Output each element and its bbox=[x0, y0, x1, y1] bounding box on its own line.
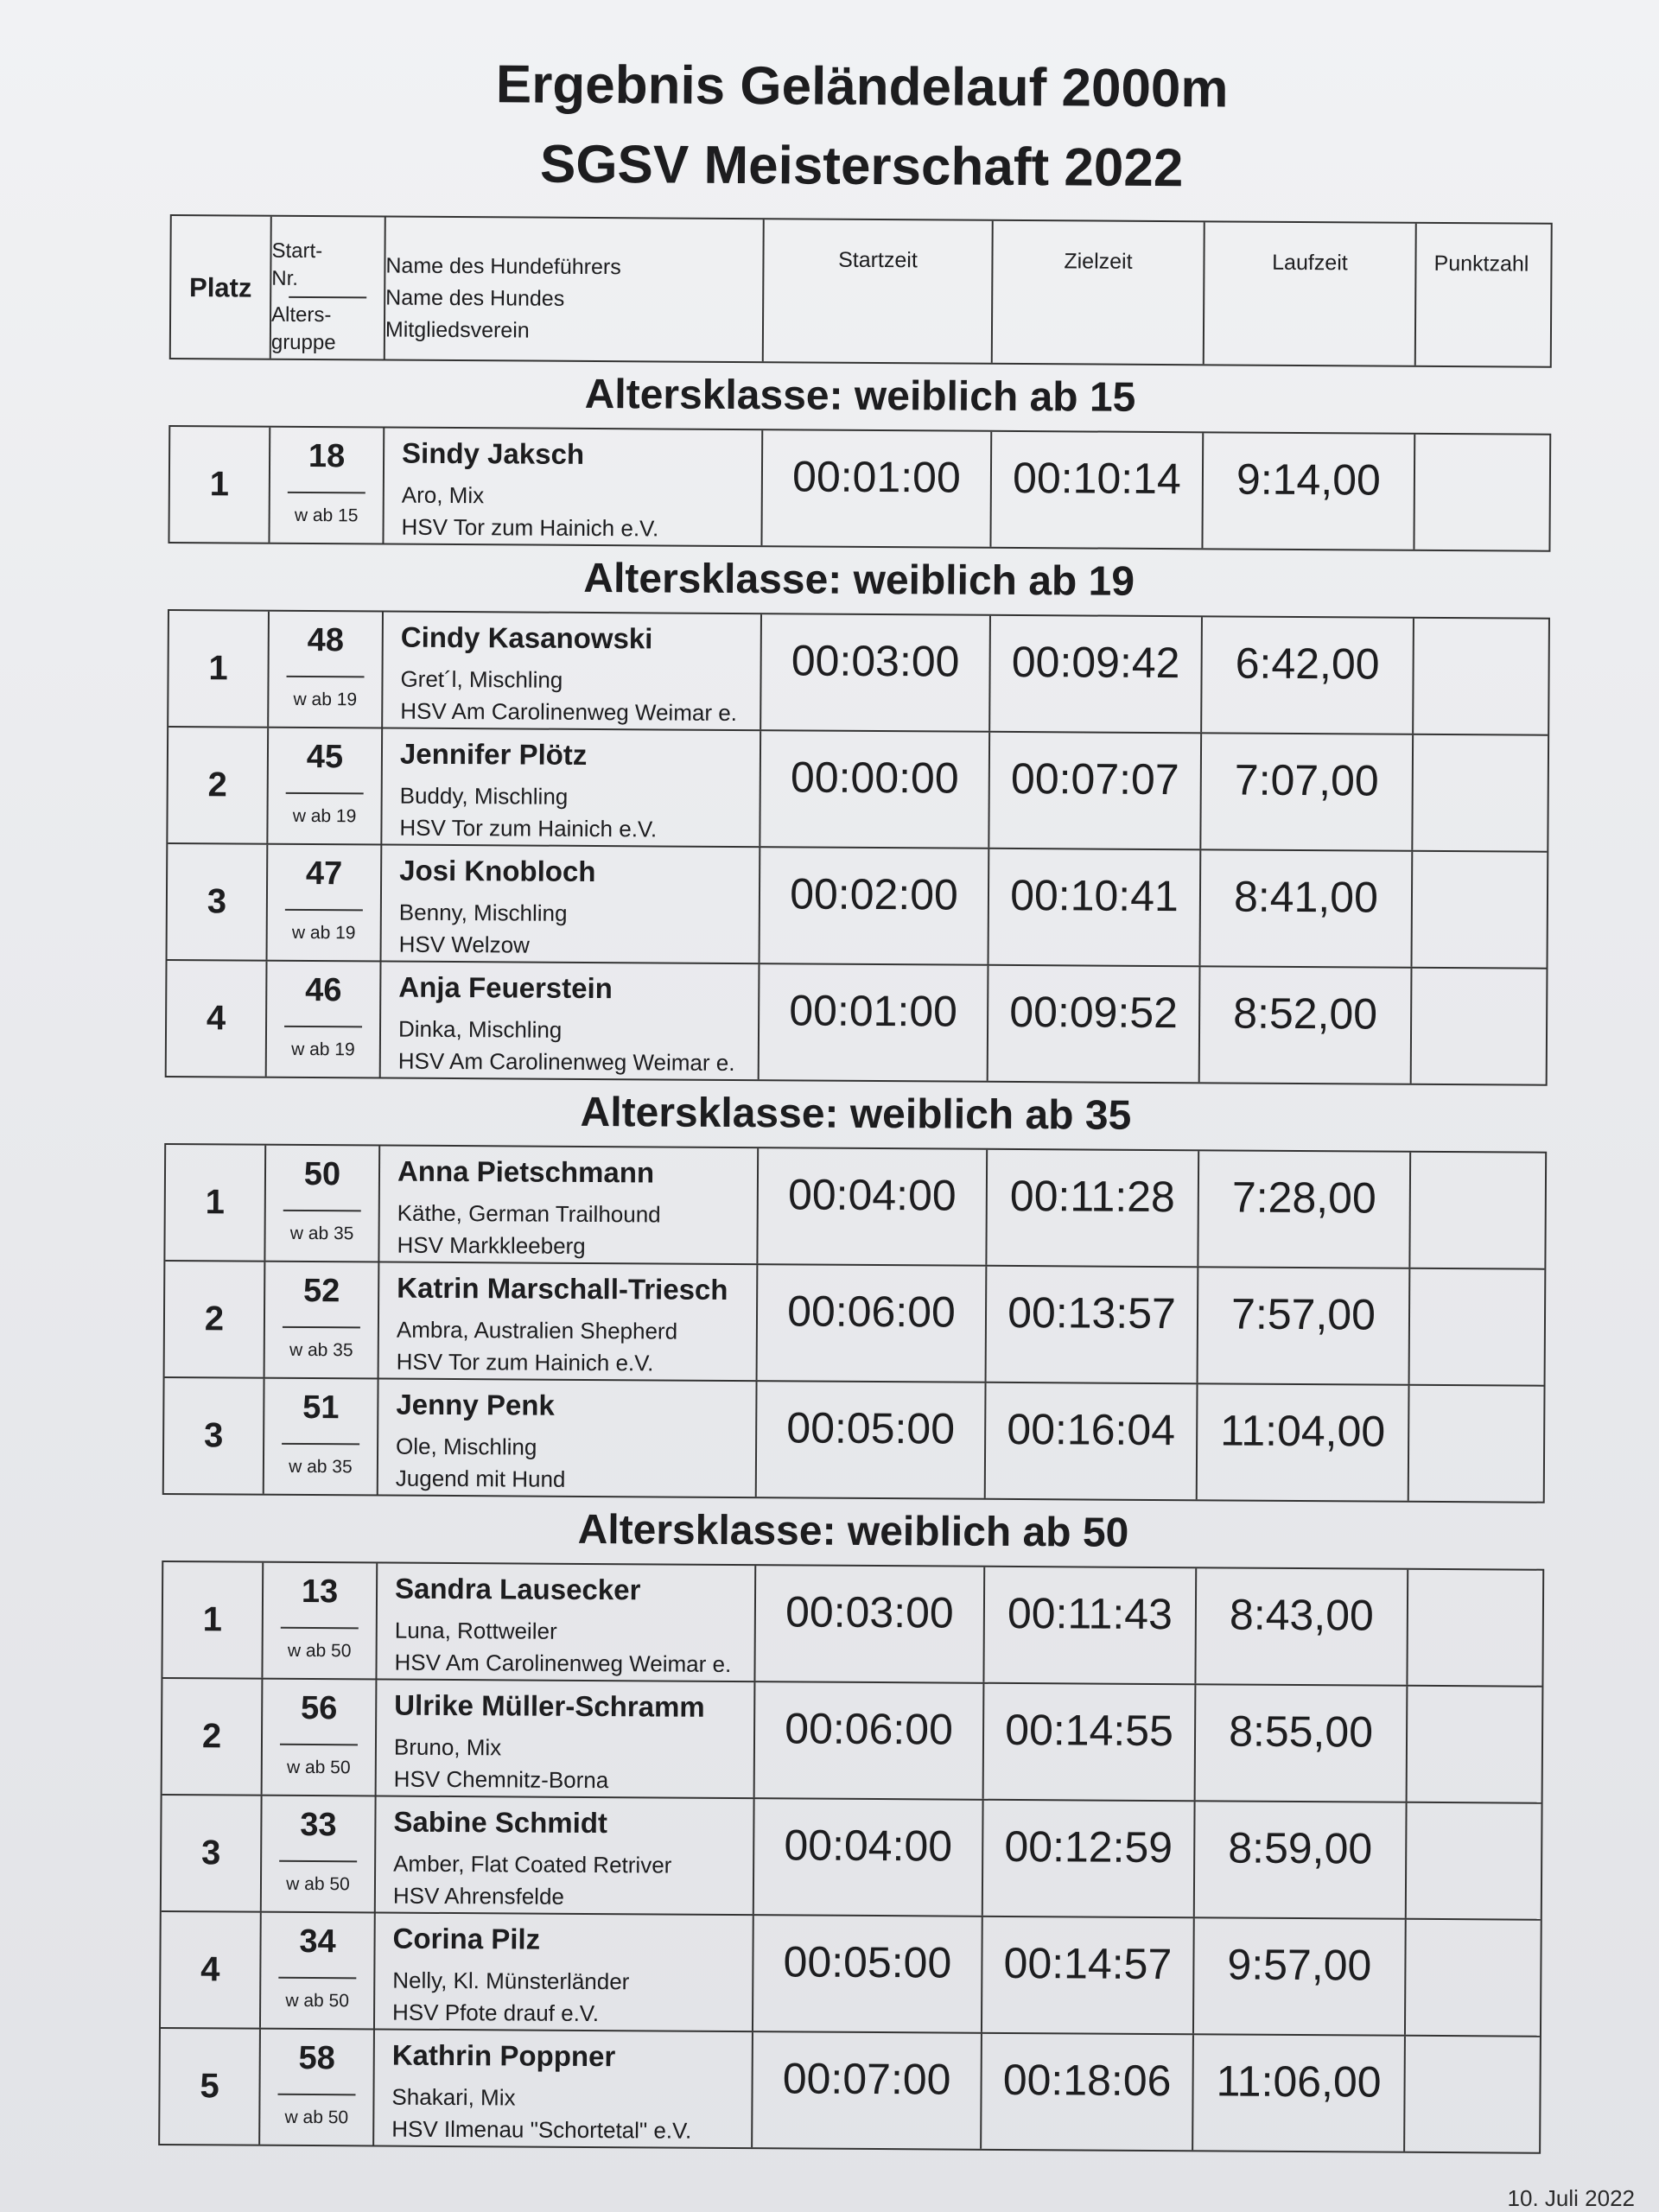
cell-start-nr bbox=[265, 1146, 380, 1262]
start-number: 13 bbox=[301, 1573, 339, 1611]
cell-name bbox=[375, 1913, 754, 2031]
handler-name: Jenny Penk bbox=[396, 1388, 555, 1421]
table-row bbox=[162, 1796, 1541, 1921]
cell-laufzeit: 8:55,00 bbox=[1196, 1685, 1408, 1801]
cell-zielzeit: 00:14:55 bbox=[984, 1684, 1197, 1800]
cell-laufzeit: 8:59,00 bbox=[1195, 1802, 1408, 1917]
cell-name bbox=[374, 2030, 753, 2147]
start-number: 18 bbox=[308, 437, 346, 475]
section-title: Altersklasse: weiblich ab 19 bbox=[583, 555, 1135, 605]
cell-name bbox=[383, 613, 762, 730]
dog-name: Gret´l, Mischling bbox=[400, 665, 563, 693]
cell-laufzeit: 11:06,00 bbox=[1193, 2035, 1406, 2151]
cell-start-nr bbox=[270, 428, 385, 543]
start-number: 34 bbox=[299, 1923, 336, 1961]
start-number: 33 bbox=[300, 1806, 337, 1844]
cell-zielzeit: 00:13:57 bbox=[987, 1267, 1199, 1382]
cell-laufzeit: 6:42,00 bbox=[1202, 617, 1414, 733]
start-divider bbox=[279, 1860, 357, 1863]
header-name-dog: Name des Hundes bbox=[385, 285, 565, 311]
cell-startzeit: 00:05:00 bbox=[753, 1916, 983, 2032]
dog-name: Bruno, Mix bbox=[393, 1733, 502, 1761]
cell-laufzeit: 11:04,00 bbox=[1198, 1384, 1410, 1500]
header-name-handler: Name des Hundeführers bbox=[385, 253, 621, 279]
handler-name: Sindy Jaksch bbox=[401, 436, 585, 470]
cell-platz: 1 bbox=[168, 611, 270, 727]
start-divider bbox=[283, 1210, 361, 1212]
club-name: HSV Am Carolinenweg Weimar e. bbox=[400, 697, 738, 727]
cell-punktzahl bbox=[1406, 1920, 1536, 2036]
cell-zielzeit: 00:09:42 bbox=[990, 616, 1203, 732]
cell-punktzahl bbox=[1412, 969, 1542, 1084]
age-group: w ab 19 bbox=[293, 689, 358, 710]
cell-punktzahl bbox=[1414, 435, 1545, 550]
handler-name: Sandra Lausecker bbox=[394, 1572, 641, 1606]
cell-start-nr bbox=[263, 1680, 378, 1796]
club-name: HSV Markkleeberg bbox=[397, 1231, 586, 1259]
start-divider bbox=[284, 1026, 362, 1028]
cell-name bbox=[378, 1379, 758, 1497]
results-sections bbox=[158, 359, 1552, 2154]
cell-platz: 5 bbox=[160, 2029, 261, 2145]
cell-zielzeit: 00:10:41 bbox=[989, 849, 1202, 965]
cell-zielzeit: 00:10:14 bbox=[991, 432, 1204, 548]
dog-name: Shakari, Mix bbox=[391, 2083, 516, 2111]
table-row bbox=[167, 961, 1547, 1084]
cell-startzeit: 00:00:00 bbox=[760, 731, 990, 848]
cell-startzeit: 00:01:00 bbox=[760, 964, 989, 1081]
cell-punktzahl bbox=[1405, 2037, 1535, 2152]
header-zielzeit: Zielzeit bbox=[993, 221, 1205, 364]
club-name: Jugend mit Hund bbox=[395, 1465, 566, 1492]
dog-name: Buddy, Mischling bbox=[399, 782, 569, 810]
age-group: w ab 50 bbox=[285, 1990, 350, 2012]
cell-name bbox=[376, 1796, 755, 1914]
document-subtitle: SGSV Meisterschaft 2022 bbox=[539, 134, 1184, 199]
cell-platz: 2 bbox=[168, 728, 269, 843]
cell-platz: 4 bbox=[167, 961, 268, 1077]
header-start-nr-line2: Nr. bbox=[271, 266, 299, 290]
cell-laufzeit: 8:52,00 bbox=[1200, 967, 1413, 1083]
dog-name: Luna, Rottweiler bbox=[394, 1617, 557, 1644]
dog-name: Ambra, Australien Shepherd bbox=[396, 1316, 678, 1344]
cell-start-nr bbox=[262, 1796, 377, 1912]
age-group: w ab 19 bbox=[291, 1039, 355, 1060]
cell-startzeit: 00:06:00 bbox=[758, 1265, 988, 1382]
handler-name: Katrin Marschall-Triesch bbox=[397, 1271, 728, 1306]
header-start-nr bbox=[271, 217, 386, 359]
cell-platz: 1 bbox=[169, 427, 270, 543]
start-divider bbox=[281, 1627, 359, 1630]
column-header-row bbox=[169, 214, 1553, 368]
cell-startzeit: 00:03:00 bbox=[761, 614, 991, 731]
club-name: HSV Pfote drauf e.V. bbox=[391, 1999, 600, 2027]
cell-start-nr bbox=[260, 2030, 375, 2145]
cell-name bbox=[384, 429, 763, 546]
section-title: Altersklasse: weiblich ab 50 bbox=[577, 1506, 1129, 1556]
table-row bbox=[168, 844, 1548, 969]
cell-punktzahl bbox=[1408, 1570, 1538, 1686]
start-divider bbox=[287, 676, 365, 678]
section-title: Altersklasse: weiblich ab 35 bbox=[580, 1089, 1132, 1139]
age-group: w ab 35 bbox=[289, 1223, 354, 1244]
start-number: 47 bbox=[305, 855, 343, 893]
table-row bbox=[165, 1262, 1545, 1387]
cell-start-nr bbox=[268, 728, 383, 844]
cell-zielzeit: 00:14:57 bbox=[982, 1917, 1195, 2033]
cell-startzeit: 00:06:00 bbox=[755, 1682, 985, 1799]
start-number: 48 bbox=[307, 621, 345, 659]
cell-zielzeit: 00:11:43 bbox=[984, 1567, 1197, 1683]
start-number: 52 bbox=[302, 1272, 340, 1310]
dog-name: Käthe, German Trailhound bbox=[397, 1199, 661, 1228]
table-row bbox=[169, 427, 1549, 550]
cell-name bbox=[379, 1147, 759, 1264]
cell-name bbox=[382, 846, 761, 963]
table-row bbox=[165, 1145, 1545, 1270]
cell-name bbox=[377, 1680, 756, 1797]
start-divider bbox=[288, 492, 365, 494]
header-name-club: Mitgliedsverein bbox=[385, 317, 530, 343]
age-group: w ab 35 bbox=[289, 1339, 353, 1361]
handler-name: Sabine Schmidt bbox=[393, 1805, 608, 1840]
club-name: HSV Welzow bbox=[398, 931, 530, 958]
handler-name: Jennifer Plötz bbox=[399, 737, 588, 771]
cell-laufzeit: 9:14,00 bbox=[1203, 433, 1415, 549]
cell-startzeit: 00:03:00 bbox=[755, 1566, 985, 1682]
club-name: HSV Tor zum Hainich e.V. bbox=[399, 814, 658, 842]
start-divider bbox=[283, 1326, 360, 1329]
age-group: w ab 50 bbox=[286, 1757, 351, 1778]
table-row bbox=[162, 1679, 1542, 1804]
cell-start-nr bbox=[265, 1262, 380, 1378]
cell-name bbox=[381, 963, 760, 1080]
cell-zielzeit: 00:12:59 bbox=[983, 1801, 1196, 1916]
cell-platz: 3 bbox=[168, 844, 269, 960]
cell-laufzeit: 7:57,00 bbox=[1198, 1268, 1411, 1383]
cell-startzeit: 00:05:00 bbox=[757, 1382, 987, 1498]
dog-name: Benny, Mischling bbox=[398, 899, 568, 926]
cell-zielzeit: 00:16:04 bbox=[986, 1383, 1198, 1499]
table-row bbox=[164, 1378, 1544, 1502]
start-number: 50 bbox=[303, 1155, 341, 1193]
header-name bbox=[385, 218, 765, 362]
cell-platz: 1 bbox=[165, 1145, 266, 1261]
cell-start-nr bbox=[268, 845, 383, 961]
handler-name: Josi Knobloch bbox=[399, 854, 596, 888]
cell-punktzahl bbox=[1414, 619, 1544, 734]
cell-punktzahl bbox=[1410, 1269, 1541, 1385]
header-start-nr-divider bbox=[289, 296, 366, 299]
header-startzeit: Startzeit bbox=[764, 219, 994, 363]
cell-start-nr bbox=[267, 962, 382, 1077]
results-table bbox=[158, 1560, 1544, 2154]
table-row bbox=[168, 728, 1548, 853]
cell-punktzahl bbox=[1409, 1386, 1540, 1502]
document-title: Ergebnis Geländelauf 2000m bbox=[495, 54, 1229, 119]
handler-name: Anna Pietschmann bbox=[397, 1154, 655, 1189]
results-document bbox=[158, 43, 1554, 2154]
age-group: w ab 50 bbox=[287, 1640, 352, 1662]
results-table bbox=[168, 425, 1551, 552]
club-name: HSV Chemnitz-Borna bbox=[393, 1765, 609, 1794]
cell-startzeit: 00:02:00 bbox=[760, 848, 990, 964]
club-name: HSV Ilmenau "Schortetal" e.V. bbox=[391, 2115, 692, 2144]
cell-startzeit: 00:01:00 bbox=[762, 430, 992, 547]
start-number: 58 bbox=[298, 2039, 336, 2077]
dog-name: Aro, Mix bbox=[401, 481, 485, 509]
start-divider bbox=[277, 2094, 355, 2096]
cell-punktzahl bbox=[1407, 1803, 1537, 1919]
cell-name bbox=[382, 729, 761, 847]
cell-start-nr bbox=[261, 1913, 376, 2029]
cell-laufzeit: 9:57,00 bbox=[1194, 1918, 1407, 2034]
club-name: HSV Ahrensfelde bbox=[392, 1882, 565, 1910]
handler-name: Anja Feuerstein bbox=[398, 970, 613, 1005]
results-table bbox=[162, 1143, 1547, 1503]
cell-laufzeit: 8:43,00 bbox=[1196, 1568, 1408, 1684]
club-name: HSV Tor zum Hainich e.V. bbox=[401, 513, 659, 542]
cell-start-nr bbox=[269, 612, 384, 728]
cell-platz: 2 bbox=[162, 1679, 264, 1795]
cell-laufzeit: 7:28,00 bbox=[1198, 1151, 1411, 1267]
cell-punktzahl bbox=[1410, 1153, 1541, 1268]
cell-laufzeit: 7:07,00 bbox=[1201, 734, 1414, 849]
handler-name: Corina Pilz bbox=[392, 1922, 541, 1955]
start-divider bbox=[285, 909, 363, 912]
dog-name: Dinka, Mischling bbox=[397, 1015, 563, 1043]
table-row bbox=[168, 611, 1548, 736]
header-platz: Platz bbox=[171, 216, 272, 359]
handler-name: Cindy Kasanowski bbox=[400, 620, 653, 655]
club-name: HSV Am Carolinenweg Weimar e. bbox=[394, 1649, 732, 1677]
table-row bbox=[162, 1562, 1542, 1688]
age-group: w ab 35 bbox=[289, 1456, 353, 1478]
dog-name: Amber, Flat Coated Retriver bbox=[393, 1850, 672, 1878]
start-divider bbox=[280, 1744, 358, 1746]
header-punktzahl: Punktzahl bbox=[1433, 251, 1529, 276]
handler-name: Kathrin Poppner bbox=[391, 2038, 616, 2073]
start-divider bbox=[286, 792, 364, 795]
cell-platz: 3 bbox=[164, 1378, 265, 1494]
age-group: w ab 15 bbox=[294, 505, 359, 526]
age-group: w ab 50 bbox=[286, 1873, 350, 1895]
handler-name: Ulrike Müller-Schramm bbox=[394, 1688, 705, 1723]
cell-zielzeit: 00:18:06 bbox=[982, 2034, 1194, 2150]
cell-start-nr bbox=[264, 1379, 379, 1495]
footer-date: 10. Juli 2022 bbox=[1507, 2185, 1635, 2211]
cell-punktzahl bbox=[1412, 852, 1542, 968]
club-name: HSV Tor zum Hainich e.V. bbox=[396, 1348, 654, 1376]
header-alters-line1: Alters- bbox=[271, 302, 332, 327]
start-number: 56 bbox=[300, 1689, 338, 1727]
start-divider bbox=[278, 1977, 356, 1980]
cell-startzeit: 00:04:00 bbox=[758, 1148, 988, 1265]
header-start-nr-line1: Start- bbox=[271, 238, 323, 264]
club-name: HSV Am Carolinenweg Weimar e. bbox=[397, 1047, 735, 1077]
start-divider bbox=[282, 1443, 359, 1446]
start-number: 51 bbox=[302, 1389, 340, 1427]
start-number: 46 bbox=[305, 971, 342, 1009]
dog-name: Ole, Mischling bbox=[395, 1433, 537, 1460]
cell-platz: 2 bbox=[165, 1262, 266, 1377]
table-row bbox=[161, 1912, 1541, 2037]
header-laufzeit: Laufzeit bbox=[1205, 222, 1417, 365]
cell-name bbox=[379, 1263, 759, 1381]
cell-startzeit: 00:07:00 bbox=[753, 2032, 982, 2149]
cell-punktzahl bbox=[1413, 735, 1543, 851]
start-number: 45 bbox=[306, 738, 344, 776]
age-group: w ab 19 bbox=[292, 805, 357, 827]
section-title: Altersklasse: weiblich ab 15 bbox=[584, 371, 1136, 421]
cell-zielzeit: 00:07:07 bbox=[989, 733, 1202, 849]
cell-platz: 4 bbox=[161, 1912, 262, 2028]
header-alters-line2: gruppe bbox=[270, 330, 336, 355]
table-row bbox=[160, 2029, 1540, 2152]
cell-platz: 3 bbox=[162, 1796, 263, 1911]
cell-start-nr bbox=[263, 1563, 378, 1679]
cell-punktzahl bbox=[1408, 1687, 1538, 1802]
cell-zielzeit: 00:11:28 bbox=[987, 1150, 1199, 1266]
dog-name: Nelly, Kl. Münsterländer bbox=[392, 1967, 630, 1995]
results-table bbox=[165, 609, 1550, 1086]
cell-platz: 1 bbox=[162, 1562, 264, 1678]
cell-laufzeit: 8:41,00 bbox=[1201, 850, 1414, 966]
cell-startzeit: 00:04:00 bbox=[754, 1799, 984, 1916]
cell-name bbox=[377, 1563, 756, 1681]
age-group: w ab 50 bbox=[284, 2107, 349, 2128]
age-group: w ab 19 bbox=[291, 922, 356, 944]
cell-zielzeit: 00:09:52 bbox=[988, 966, 1201, 1082]
